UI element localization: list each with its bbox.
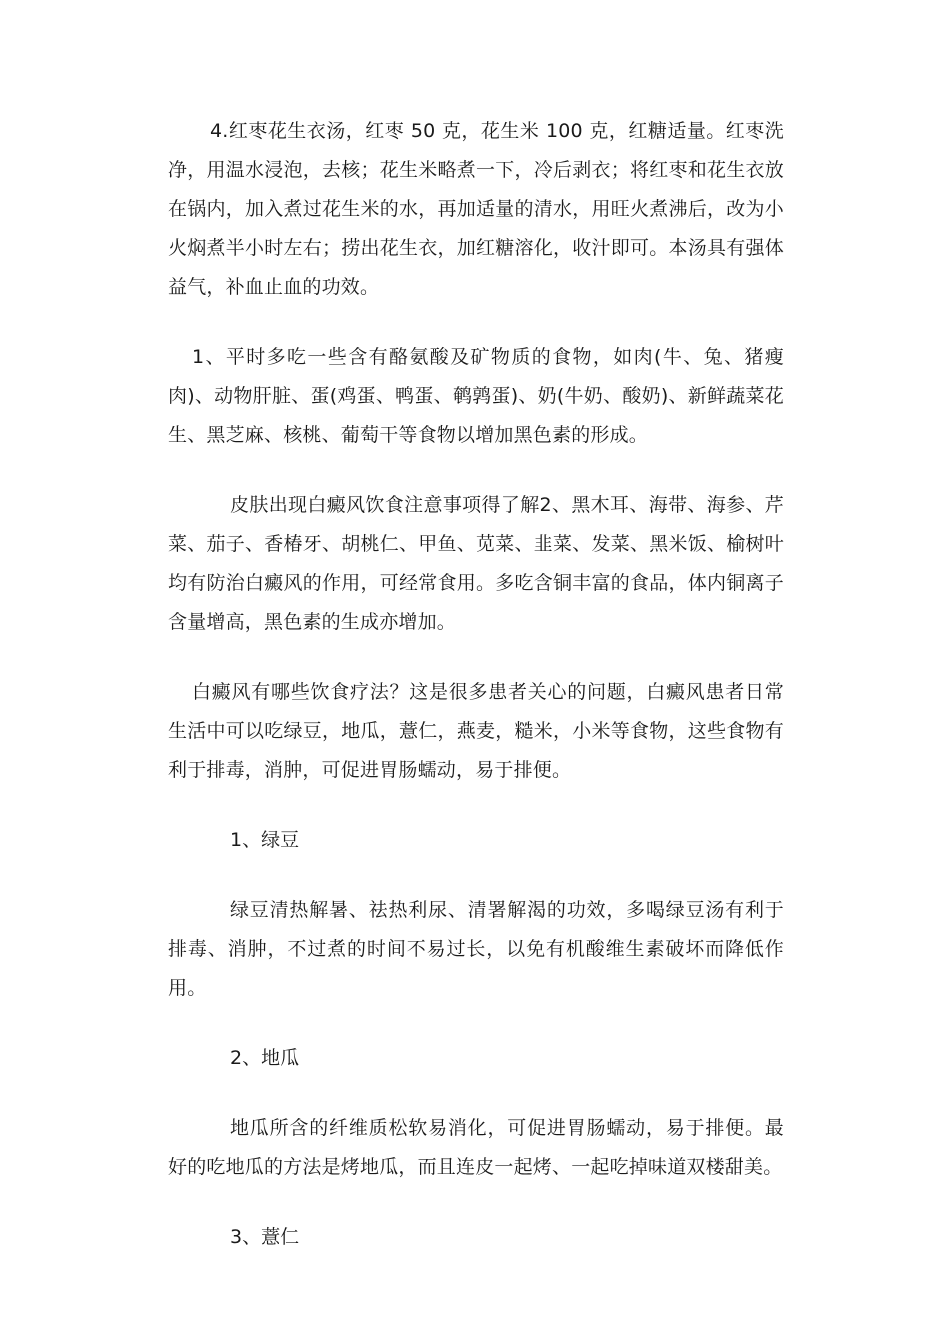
paragraph-tyrosine-foods: 1、平时多吃一些含有酪氨酸及矿物质的食物，如肉(牛、兔、猪瘦肉)、动物肝脏、蛋(鸡蛋、鸭蛋、鹌鹑蛋)、奶(牛奶、酸奶)、新鲜蔬菜花生、黑芝麻、核桃、葡萄干等食物以增加黑色素的形成。: [168, 346, 784, 446]
section-heading-coix-seed: 3、薏仁: [230, 1226, 300, 1248]
document-page: [168, 112, 784, 1257]
section-heading-mung-bean: 1、绿豆: [230, 829, 300, 851]
section-heading-sweet-potato: 2、地瓜: [230, 1047, 300, 1069]
paragraph-sweet-potato: 地瓜所含的纤维质松软易消化，可促进胃肠蠕动，易于排便。最好的吃地瓜的方法是烤地瓜，而且连皮一起烤、一起吃掉味道双楼甜美。: [168, 1117, 784, 1178]
paragraph-red-date-soup: 4.红枣花生衣汤，红枣 50 克，花生米 100 克，红糖适量。红枣洗净，用温水浸泡，去核；花生米略煮一下，冷后剥衣；将红枣和花生衣放在锅内，加入煮过花生米的水，再加适量的清水，用旺火煮沸后，改为小火焖煮半小时左右；捞出花生衣，加红糖溶化，收汁即可。本汤具有强体益气，补血止血的功效。: [168, 120, 784, 298]
paragraph-black-fungus: 皮肤出现白癜风饮食注意事项得了解2、黑木耳、海带、海参、芹菜、茄子、香椿牙、胡桃仁、甲鱼、苋菜、韭菜、发菜、黑米饭、榆树叶均有防治白癜风的作用，可经常食用。多吃含铜丰富的食品，体内铜离子含量增高，黑色素的生成亦增加。: [168, 494, 784, 633]
paragraph-diet-therapy-intro: 白癜风有哪些饮食疗法？这是很多患者关心的问题，白癜风患者日常生活中可以吃绿豆，地瓜，薏仁，燕麦，糙米，小米等食物，这些食物有利于排毒，消肿，可促进胃肠蠕动，易于排便。: [168, 681, 784, 781]
paragraph-mung-bean: 绿豆清热解暑、祛热利尿、清署解渴的功效，多喝绿豆汤有利于排毒、消肿，不过煮的时间不易过长，以免有机酸维生素破坏而降低作用。: [168, 899, 784, 999]
